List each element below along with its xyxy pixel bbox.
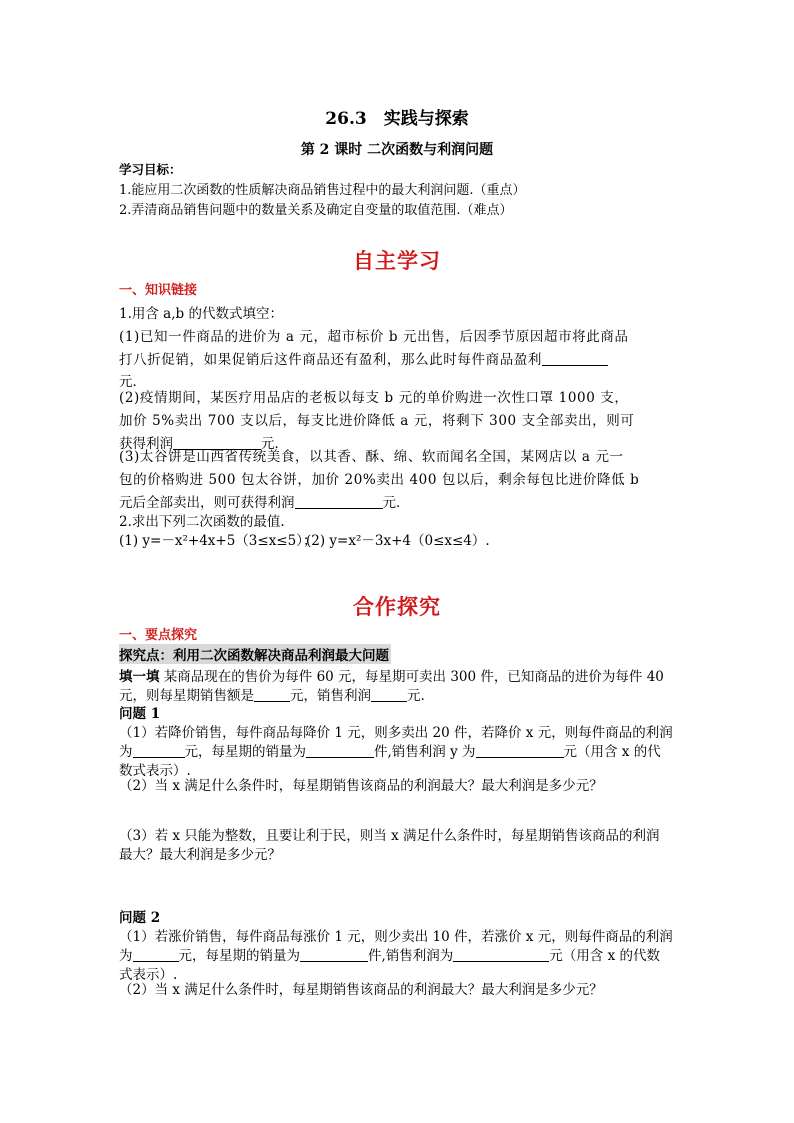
knowledge-link-subheading: 一、知识链接 [119,283,198,298]
focus-point-banner: 探究点：利用二次函数解决商品利润最大问题 [119,644,391,664]
fill-line2-c: 元. [407,688,425,704]
q1-1-line3: 元． [119,374,146,390]
answer-blank-p2-volume[interactable] [300,948,368,962]
q1-1-line2-text: 打八折促销，如果促销后这件商品还有盈利，那么此时每件商品盈利 [119,352,542,368]
p1-1-line2 [119,740,661,760]
p1-1-line1: （1）若降价销售，每件商品每降价 1 元，则多卖出 20 件，若降价 x 元，则每件商品的利润 [119,725,673,741]
q2-intro: 2.求出下列二次函数的最值. [119,514,285,530]
p2-1-line2-d: 元（用含 x 的代数 [549,948,660,964]
answer-blank-sales[interactable] [254,688,290,702]
p2-1-line2-b: 元，每星期的销量为 [178,948,300,964]
fill-line2-b: 元，销售利润 [290,688,371,704]
p2-1-line2-c: 件,销售利润为 [368,948,454,964]
q1-3-line3 [119,491,410,511]
q2-part-1: (1) y=－x²+4x+5（3≤x≤5）； [119,533,317,549]
p2-1-line3: 式表示）. [119,967,178,983]
answer-blank-profit[interactable] [371,688,407,702]
goal-item-1: 1.能应用二次函数的性质解决商品销售过程中的最大利润问题.（重点） [119,183,526,198]
goal-item-2: 2.弄清商品销售问题中的数量关系及确定自变量的取值范围.（难点） [119,203,513,218]
p1-1-line2-c: 件,销售利润 y 为 [374,744,476,760]
p1-3-line1: （3）若 x 只能为整数，且要让利于民，则当 x 满足什么条件时，每星期销售该商品的利润 [119,828,660,844]
q1-2-line2: 加价 5%卖出 700 支以后，每支比进价降低 a 元，将剩下 300 支全部卖出，则可 [119,413,635,429]
fill-line1-text: 某商品现在的售价为每件 60 元，每星期可卖出 300 件，已知商品的进价为每件 40 [159,669,664,685]
p1-1-line3: 数式表示）. [119,763,191,779]
q1-intro: 1.用含 a,b 的代数式填空： [119,306,283,322]
fill-line1 [119,665,664,685]
q1-3-line3-a: 元后全部卖出，则可获得利润 [119,495,295,511]
q1-3-line3-b: 元． [382,495,410,511]
p1-2: （2）当 x 满足什么条件时，每星期销售该商品的利润最大？最大利润是多少元？ [119,778,603,794]
q1-1-line2 [119,348,608,368]
q2-part-2: (2) y=x²－3x+4（0≤x≤4）. [306,533,490,549]
self-study-heading: 自主学习 [353,248,441,273]
p1-3-line2: 最大？最大利润是多少元？ [119,847,281,863]
p1-1-line2-a: 为 [119,744,133,760]
q1-2-line3-a: 获得利润 [119,436,173,452]
problem-2-title: 问题 2 [119,910,161,926]
p2-2: （2）当 x 满足什么条件时，每星期销售该商品的利润最大？最大利润是多少元？ [119,982,603,998]
lesson-subtitle: 第 2 课时 二次函数与利润问题 [300,142,494,158]
answer-blank-p1-unit-profit[interactable] [133,744,185,758]
answer-blank-p1-profit[interactable] [476,744,564,758]
fill-line2 [119,684,425,704]
goals-label: 学习目标： [119,162,182,177]
q1-2-line1: (2)疫情期间，某医疗用品店的老板以每支 b 元的单价购进一次性口罩 1000 支， [119,390,629,406]
answer-blank-p2-profit[interactable] [453,948,549,962]
answer-blank-p1-volume[interactable] [306,744,374,758]
lesson-title: 26.3 实践与探索 [325,109,469,129]
p1-1-line2-b: 元，每星期的销量为 [184,744,306,760]
answer-blank-p2-unit-profit[interactable] [133,948,179,962]
fill-line2-a: 元，则每星期销售额是 [119,688,254,704]
p2-1-line2-a: 为 [119,948,133,964]
answer-blank-q1-1[interactable] [542,352,608,366]
problem-1-title: 问题 1 [119,706,161,722]
p1-1-line2-d: 元（用含 x 的代 [563,744,661,760]
p2-1-line1: （1）若涨价销售，每件商品每涨价 1 元，则少卖出 10 件，若涨价 x 元，则每件商品的利润 [119,929,673,945]
q1-3-line1: (3)太谷饼是山西省传统美食，以其香、酥、绵、软而闻名全国，某网店以 a 元一 [119,449,624,465]
q1-3-line2: 包的价格购进 500 包太谷饼，加价 20%卖出 400 包以后，剩余每包比进价降低 b [119,472,640,488]
fill-label: 填一填 [119,669,160,685]
answer-blank-q1-3[interactable] [295,495,383,509]
key-points-subheading: 一、要点探究 [119,628,198,643]
q1-1-line1: (1)已知一件商品的进价为 a 元，超市标价 b 元出售，后因季节原因超市将此商品 [119,329,629,345]
p2-1-line2 [119,944,660,964]
coop-heading: 合作探究 [353,594,441,619]
q1-2-line3-b: 元． [261,436,288,452]
